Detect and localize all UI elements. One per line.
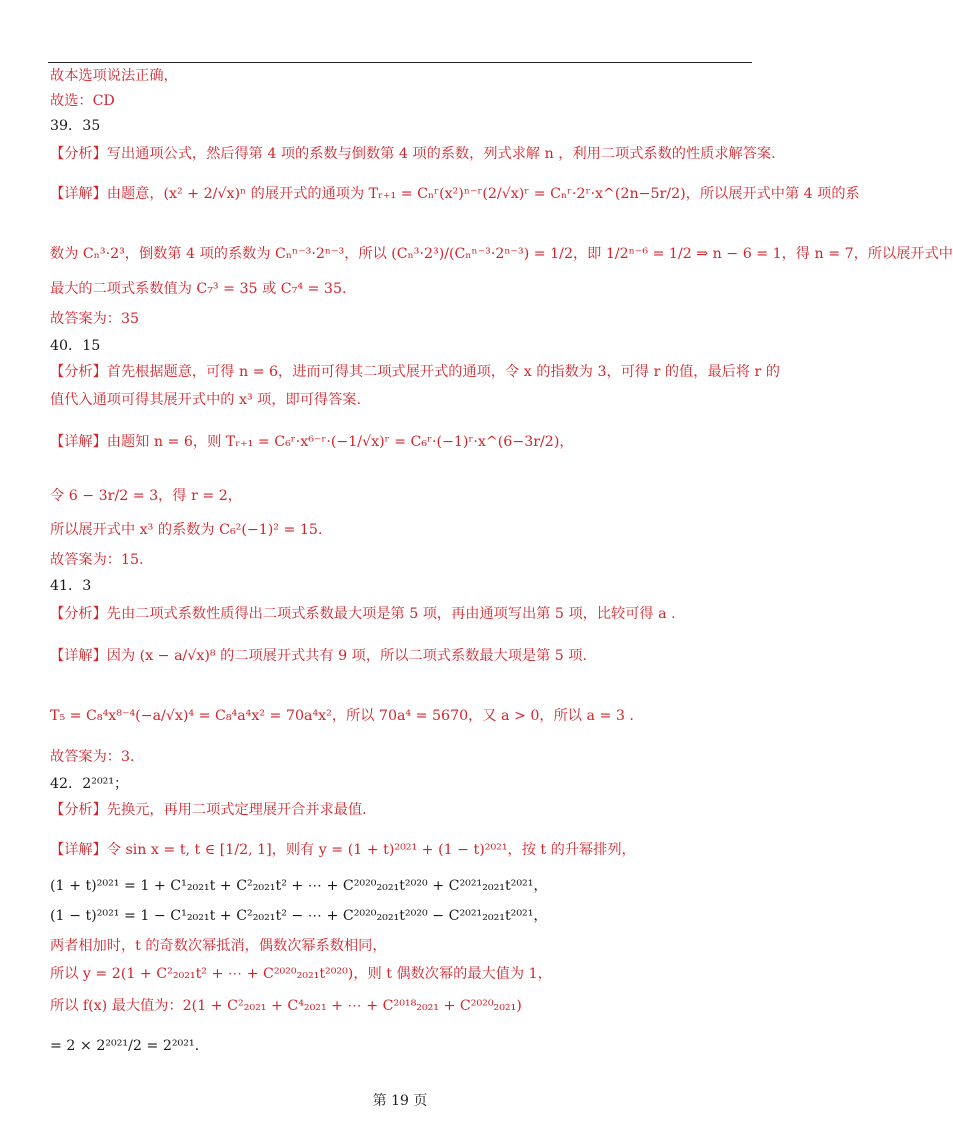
page-number: 第 19 页 xyxy=(372,1093,428,1109)
text-line: 两者相加时，t 的奇数次幂抵消，偶数次幂系数相同， xyxy=(50,938,387,954)
text-line: 【详解】因为 (x − a/√x)⁸ 的二项展开式共有 9 项，所以二项式系数最大项是第 5 项. xyxy=(50,648,588,664)
text-line: 41．3 xyxy=(50,578,92,594)
text-line: 【分析】写出通项公式，然后得第 4 项的系数与倒数第 4 项的系数，列式求解 n ，利用二项式系数的性质求解答案. xyxy=(50,146,776,162)
text-line: 数为 Cₙ³·2³，倒数第 4 项的系数为 Cₙⁿ⁻³·2ⁿ⁻³，所以 (Cₙ³·2³)/(Cₙⁿ⁻³·2ⁿ⁻³) = 1/2，即 1/2ⁿ⁻⁶ = 1/2 ⇒ n − 6 = 1，得 n = 7，所以展开式中 xyxy=(50,246,953,262)
text-line: 【分析】首先根据题意，可得 n = 6，进而可得其二项式展开式的通项，令 x 的指数为 3，可得 r 的值，最后将 r 的 xyxy=(50,364,780,380)
header-rule xyxy=(48,62,752,63)
text-line: 42．2²⁰²¹； xyxy=(50,776,129,792)
text-line: 故答案为：3. xyxy=(50,749,135,765)
text-line: 所以 f(x) 最大值为：2(1 + C²₂₀₂₁ + C⁴₂₀₂₁ + ⋯ + C²⁰¹⁸₂₀₂₁ + C²⁰²⁰₂₀₂₁) xyxy=(50,998,522,1014)
text-line: 39．35 xyxy=(50,118,101,134)
text-line: 【分析】先换元，再用二项式定理展开合并求最值. xyxy=(50,802,367,818)
text-line: (1 + t)²⁰²¹ = 1 + C¹₂₀₂₁t + C²₂₀₂₁t² + ⋯ + C²⁰²⁰₂₀₂₁t²⁰²⁰ + C²⁰²¹₂₀₂₁t²⁰²¹， xyxy=(50,878,548,894)
text-line: (1 − t)²⁰²¹ = 1 − C¹₂₀₂₁t + C²₂₀₂₁t² − ⋯ + C²⁰²⁰₂₀₂₁t²⁰²⁰ − C²⁰²¹₂₀₂₁t²⁰²¹， xyxy=(50,908,548,924)
text-line: 40．15 xyxy=(50,338,101,354)
text-line: 最大的二项式系数值为 C₇³ = 35 或 C₇⁴ = 35. xyxy=(50,281,347,297)
text-line: 【分析】先由二项式系数性质得出二项式系数最大项是第 5 项，再由通项写出第 5 项，比较可得 a . xyxy=(50,606,676,622)
text-line: 故本选项说法正确， xyxy=(50,68,178,84)
text-line: 值代入通项可得其展开式中的 x³ 项，即可得答案. xyxy=(50,392,361,408)
text-line: 所以展开式中 x³ 的系数为 C₆²(−1)² = 15. xyxy=(50,522,323,538)
text-line: 故答案为：15. xyxy=(50,552,144,568)
text-line: 所以 y = 2(1 + C²₂₀₂₁t² + ⋯ + C²⁰²⁰₂₀₂₁t²⁰²⁰)，则 t 偶数次幂的最大值为 1， xyxy=(50,966,552,982)
text-line: 【详解】令 sin x = t, t ∈ [1/2, 1]，则有 y = (1 + t)²⁰²¹ + (1 − t)²⁰²¹，按 t 的升幂排列， xyxy=(50,842,636,858)
text-line: 【详解】由题知 n = 6，则 Tᵣ₊₁ = C₆ʳ·x⁶⁻ʳ·(−1/√x)ʳ = C₆ʳ·(−1)ʳ·x^(6−3r/2)， xyxy=(50,434,574,450)
text-line: 故答案为：35 xyxy=(50,311,139,327)
text-line: 【详解】由题意，(x² + 2/√x)ⁿ 的展开式的通项为 Tᵣ₊₁ = Cₙʳ(x²)ⁿ⁻ʳ(2/√x)ʳ = Cₙʳ·2ʳ·x^(2n−5r/2)，所以展开式中第 4 项的系 xyxy=(50,186,860,202)
text-line: T₅ = C₈⁴x⁸⁻⁴(−a/√x)⁴ = C₈⁴a⁴x² = 70a⁴x²，所以 70a⁴ = 5670，又 a > 0，所以 a = 3 . xyxy=(50,708,634,724)
text-line: = 2 × 2²⁰²¹/2 = 2²⁰²¹. xyxy=(50,1038,200,1054)
text-line: 故选：CD xyxy=(50,93,115,109)
text-line: 令 6 − 3r/2 = 3，得 r = 2， xyxy=(50,488,242,504)
